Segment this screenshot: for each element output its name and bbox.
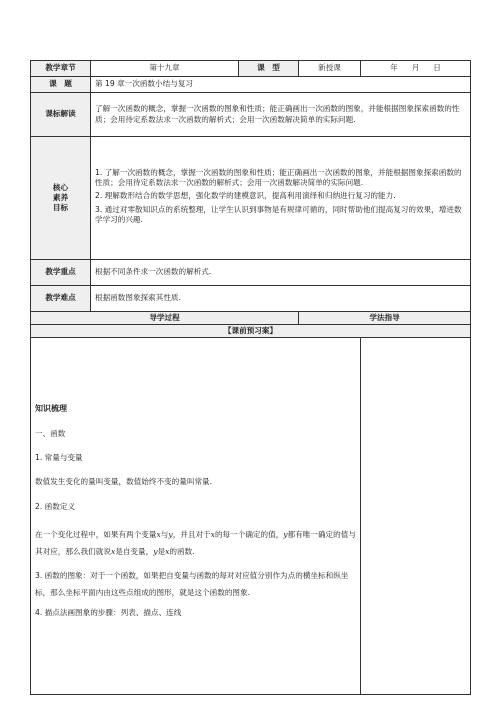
preview-title: 【课前预习案】 xyxy=(31,325,471,338)
core-label-line1: 核心 xyxy=(52,182,69,192)
date-month: 月 xyxy=(411,63,420,73)
knowledge-content xyxy=(31,338,361,695)
type-value: 新授课 xyxy=(299,61,361,77)
standard-label: 课标解读 xyxy=(31,93,91,137)
standard-text: 了解一次函数的概念，掌握一次函数的图象和性质；能正确画出一次函数的图象，并能根据图象探索函数的性质；会用待定系数法求一次函数的解析式；会用一次函数解决简单的实际问题. xyxy=(91,93,471,137)
process-title: 导学过程 xyxy=(31,312,299,325)
core-goal-2: 2. 理解数形结合的数学思想，强化数学的建模意识，提高利用演绎和归纳进行复习的能力. xyxy=(95,191,396,201)
standard-row xyxy=(31,93,471,137)
item4-text: 4. 描点法画图象的步骤：列表、描点、连线 xyxy=(35,607,182,617)
date-cell xyxy=(361,61,471,77)
lesson-plan-table xyxy=(30,60,471,695)
difficulty-text: 根据函数图象探索其性质. xyxy=(91,286,471,312)
topic-value: 第 19 章一次函数小结与复习 xyxy=(91,77,471,93)
chapter-value: 第十九章 xyxy=(91,61,239,77)
method-guide-title: 学法指导 xyxy=(299,312,471,325)
section-title: 知识梳理 xyxy=(35,404,67,414)
type-label: 课 型 xyxy=(239,61,299,77)
header-row xyxy=(31,61,471,77)
process-header-row xyxy=(31,312,471,325)
key-point-row xyxy=(31,260,471,286)
item2-title: 2. 函数定义 xyxy=(35,501,76,511)
date-year: 年 xyxy=(390,63,398,73)
item1-text: 数值发生变化的量叫变量，数值始终不变的量叫常量. xyxy=(35,477,213,487)
item1-title: 1. 常量与变量 xyxy=(35,453,83,463)
item2-text: 在一个变化过程中，如果有两个变量x与y，并且对于x的每一个确定的值，y都有唯一确定的值与其对应，那么我们就说x是自变量，y是x的函数. xyxy=(35,529,356,557)
main-content-row xyxy=(31,338,471,695)
chapter-label: 教学章节 xyxy=(31,61,91,77)
core-goal-3: 3. 通过对零散知识点的系统整理，让学生认识到事物是有规律可循的，同时帮助他们提高复习的效果，增进数学学习的兴趣. xyxy=(95,204,462,224)
difficulty-label: 教学难点 xyxy=(31,286,91,312)
key-point-label: 教学重点 xyxy=(31,260,91,286)
core-label-line2: 素养 xyxy=(52,192,69,202)
key-point-text: 根据不同条件求一次函数的解析式. xyxy=(91,260,471,286)
core-label xyxy=(31,137,91,260)
core-goal-1: 1. 了解一次函数的概念，掌握一次函数的图象和性质；能正确画出一次函数的图象，并能根据图象探索函数的性质；会用待定系数法求一次函数的解析式；会用一次函数解决简单的实际问题. xyxy=(95,167,462,188)
core-row xyxy=(31,137,471,260)
method-guide-column xyxy=(361,338,471,695)
preview-row xyxy=(31,325,471,338)
heading-functions: 一、函数 xyxy=(35,428,66,438)
topic-row xyxy=(31,77,471,93)
topic-label: 课 题 xyxy=(31,77,91,93)
item3-text: 3. 函数的图象：对于一个函数，如果把自变量与函数的每对对应值分别作为点的横坐标和纵坐标，那么坐标平面内由这些点组成的图形，就是这个函数的图象. xyxy=(35,570,349,598)
date-day: 日 xyxy=(433,63,441,73)
difficulty-row xyxy=(31,286,471,312)
core-goals xyxy=(91,137,471,260)
core-label-line3: 目标 xyxy=(52,203,69,213)
